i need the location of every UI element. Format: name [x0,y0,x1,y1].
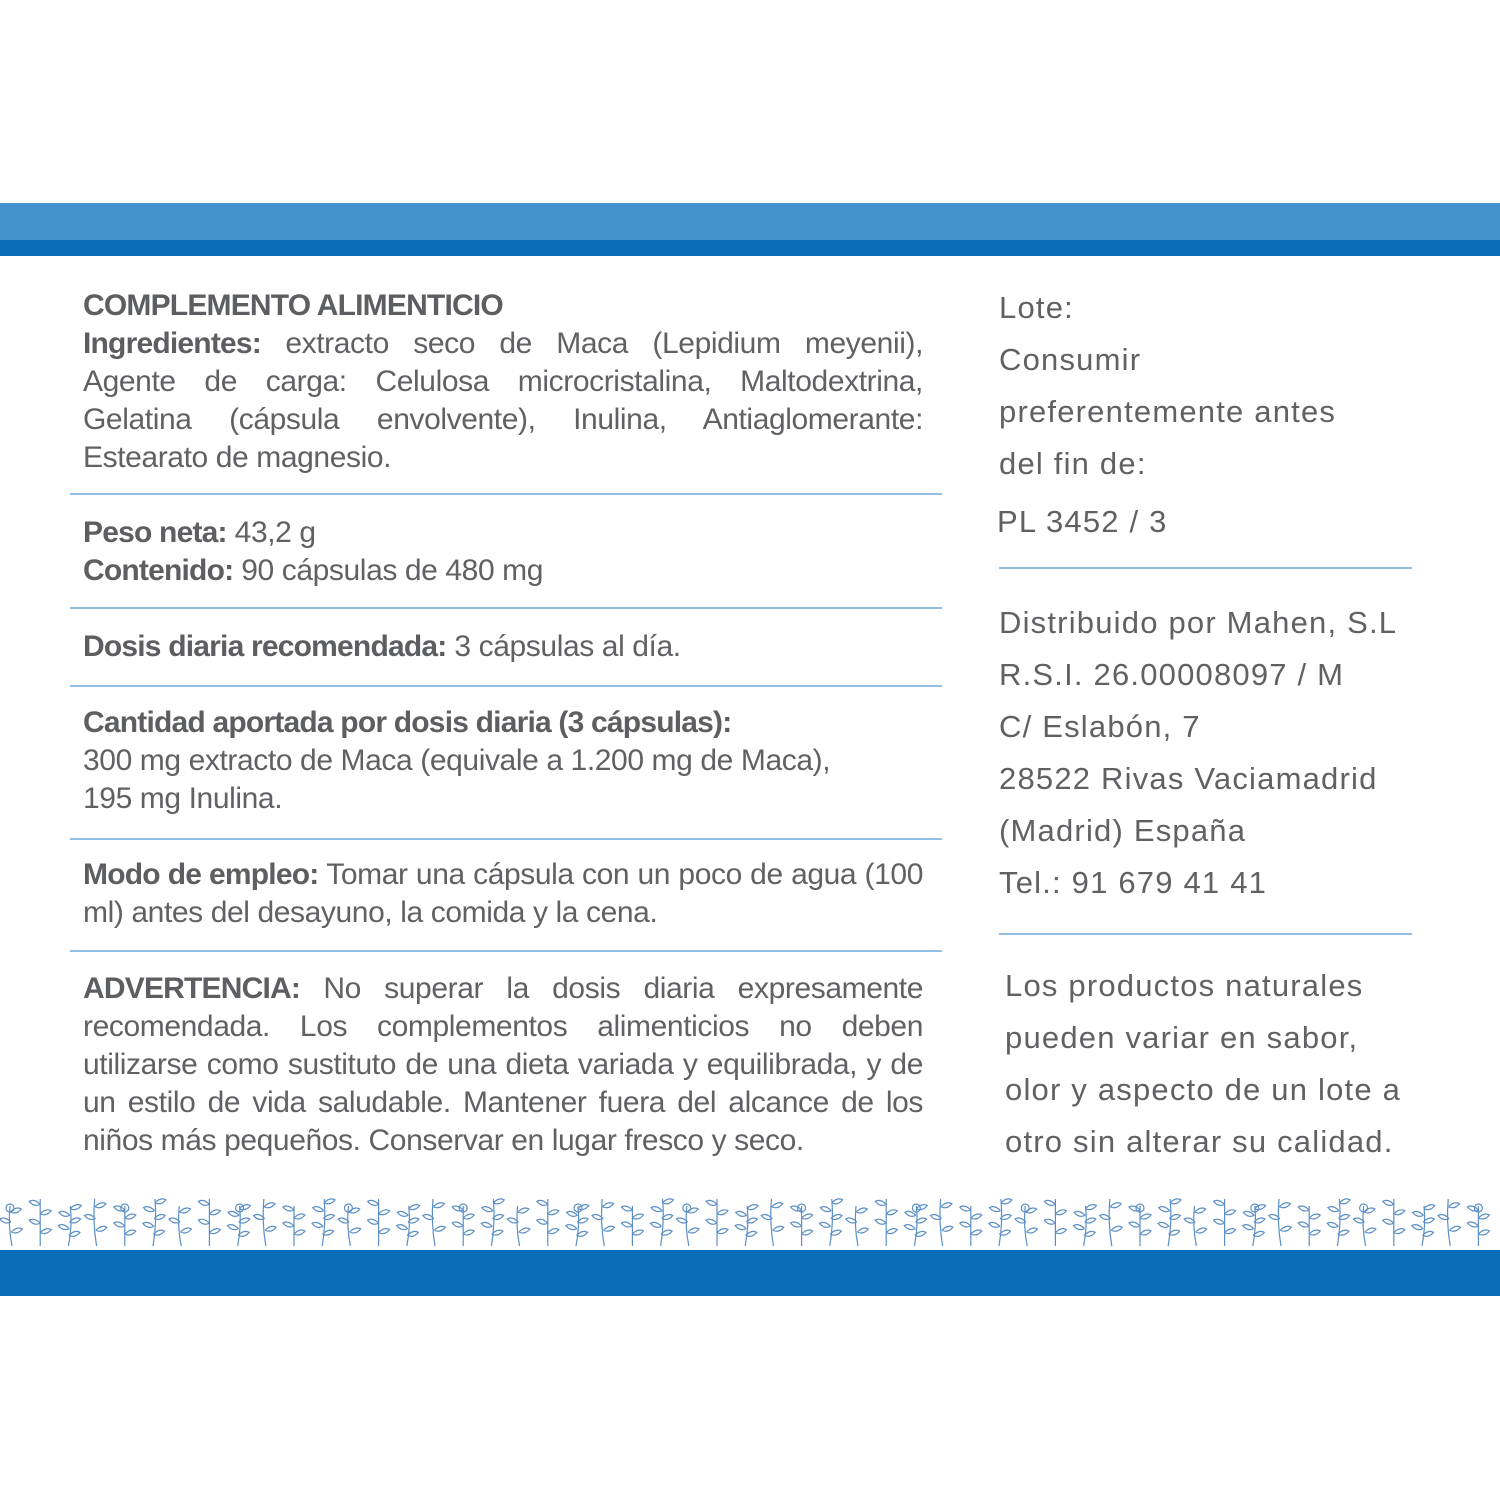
top-band-light [0,203,1500,240]
separator [70,685,942,687]
dose-amount-heading: Cantidad aportada por dosis diaria (3 cápsulas): [83,706,732,739]
herb-sprig-icon [904,1204,927,1246]
herb-sprig-icon [791,1204,813,1246]
distributor-line: Distribuido por Mahen, S.L [999,605,1398,640]
herb-sprig-icon [846,1206,869,1246]
herb-sprig-icon [452,1204,474,1246]
herb-sprig-icon [1353,1204,1376,1246]
herb-sprig-icon [1383,1199,1405,1246]
separator [70,950,942,952]
herb-sprig-icon [1129,1204,1151,1246]
herb-sprig-icon [423,1199,446,1246]
daily-dose-block [83,628,923,666]
separator [999,567,1412,569]
herb-sprig-icon [1015,1204,1038,1246]
herb-sprig-icon [169,1206,192,1246]
herb-sprig-icon [1438,1199,1461,1246]
dose-amount-line: 300 mg extracto de Maca (equivale a 1.200 mg de Maca), [83,744,831,777]
herb-sprig-icon [29,1199,51,1246]
herb-sprig-icon [735,1205,758,1246]
herb-sprig-icon [537,1199,559,1246]
dose-amount-block [83,704,923,818]
herb-sprig-icon [677,1204,700,1246]
distributor-line: C/ Eslabón, 7 [999,709,1201,744]
daily-dose-line: Dosis diaria recomendada: 3 cápsulas al día. [83,630,681,663]
usage-block: Modo de empleo: Tomar una cápsula con un poco de agua (100 ml) antes del desayuno, la comida y la cena. [83,858,923,929]
product-category-title: COMPLEMENTO ALIMENTICIO [83,289,503,322]
herb-sprig-icon [114,1204,136,1246]
herb-sprig-icon [143,1199,166,1246]
herb-sprig-icon [650,1199,673,1246]
herb-sprig-icon [283,1206,305,1246]
net-weight-line: Peso neta: 43,2 g [83,516,316,549]
content-line: Contenido: 90 cápsulas de 480 mg [83,554,544,587]
note-line: pueden variar en sabor, [1005,1020,1359,1055]
warning-block: ADVERTENCIA: No superar la dosis diaria expresamente recomendada. Los complementos alimenticios no deben utilizarse como sustituto de una dieta variada y equilibrada, y de un estilo de vida saludable. Mantener fuera del alcance de los niños más pequeños. Conservar en lugar fresco y seco. [83,972,923,1157]
herb-sprig-icon [706,1199,728,1246]
distributor-line: Tel.: 91 679 41 41 [999,865,1268,900]
herb-sprig-icon [198,1199,220,1246]
herb-sprig-icon [227,1204,250,1246]
herb-sprig-icon [1044,1199,1066,1246]
note-line: otro sin alterar su calidad. [1005,1124,1394,1159]
distributor-line: R.S.I. 26.00008097 / M [999,657,1345,692]
herb-sprig-icon [592,1199,615,1246]
herb-sprig-icon [84,1199,107,1246]
usage-label: Modo de empleo [83,858,310,891]
herb-sprig-icon [481,1199,504,1246]
pl-code: PL 3452 / 3 [997,504,1168,539]
separator [70,493,942,495]
herb-sprig-icon [1214,1199,1236,1246]
herb-sprig-icon [58,1205,81,1246]
note-line: olor y aspecto de un lote a [1005,1072,1402,1107]
dose-amount-line: 195 mg Inulina. [83,782,283,815]
batch-line: Lote: [999,290,1074,325]
herb-sprig-icon [1467,1204,1489,1246]
distributor-line: 28522 Rivas Vaciamadrid [999,761,1378,796]
herb-sprig-icon [254,1199,277,1246]
herb-sprig-icon [761,1199,784,1246]
herb-sprig-icon [1327,1199,1350,1246]
herb-sprig-icon [397,1205,420,1246]
herb-sprig-icon [1184,1206,1207,1246]
bottom-band [0,1250,1500,1296]
herb-sprig-icon [621,1206,643,1246]
note-line: Los productos naturales [1005,968,1364,1003]
herb-sprig-icon [368,1199,390,1246]
batch-line: preferentemente antes [999,394,1337,429]
distributor-block [999,597,1397,909]
herb-sprig-icon [1298,1206,1320,1246]
batch-line: del fin de: [999,446,1147,481]
batch-line: Consumir [999,342,1142,377]
herb-sprig-icon [338,1204,361,1246]
herb-sprig-icon [0,1204,22,1246]
top-band-dark [0,240,1500,256]
herb-sprig-icon [1073,1205,1096,1246]
herb-sprig-icon [989,1199,1012,1246]
ingredients-label: Ingredientes [83,327,252,360]
herb-sprig-icon [875,1199,897,1246]
separator [70,607,942,609]
natural-products-note [1005,960,1401,1168]
herb-sprig-icon [1269,1199,1292,1246]
herb-sprig-icon [312,1199,335,1246]
separator [70,838,942,840]
herb-sprig-icon [960,1206,982,1246]
herb-illustration-strip [0,1190,1500,1248]
herb-sprig-icon [1158,1199,1181,1246]
herb-sprig-icon [820,1199,843,1246]
herb-sprig-icon [930,1199,953,1246]
herb-sprig-icon [1243,1204,1266,1246]
herb-sprig-icon [1100,1199,1123,1246]
distributor-line: (Madrid) España [999,813,1247,848]
warning-label: ADVERTENCIA: [83,972,301,1005]
ingredients-text: Ingredientes: extracto seco de Maca (Lepidium meyenii), Agente de carga: Celulosa microcristalina, Maltodextrina, Gelatina (cápsula envolvente), Inulina, Antiaglomerante: Estearato de magnesio. [83,327,924,474]
ingredients-block [83,287,923,477]
herb-sprig-icon [566,1204,589,1246]
separator [999,933,1412,935]
batch-block [999,282,1336,490]
net-weight-block [83,514,923,590]
herb-sprig-icon [507,1206,530,1246]
herb-sprig-icon [1412,1205,1435,1246]
